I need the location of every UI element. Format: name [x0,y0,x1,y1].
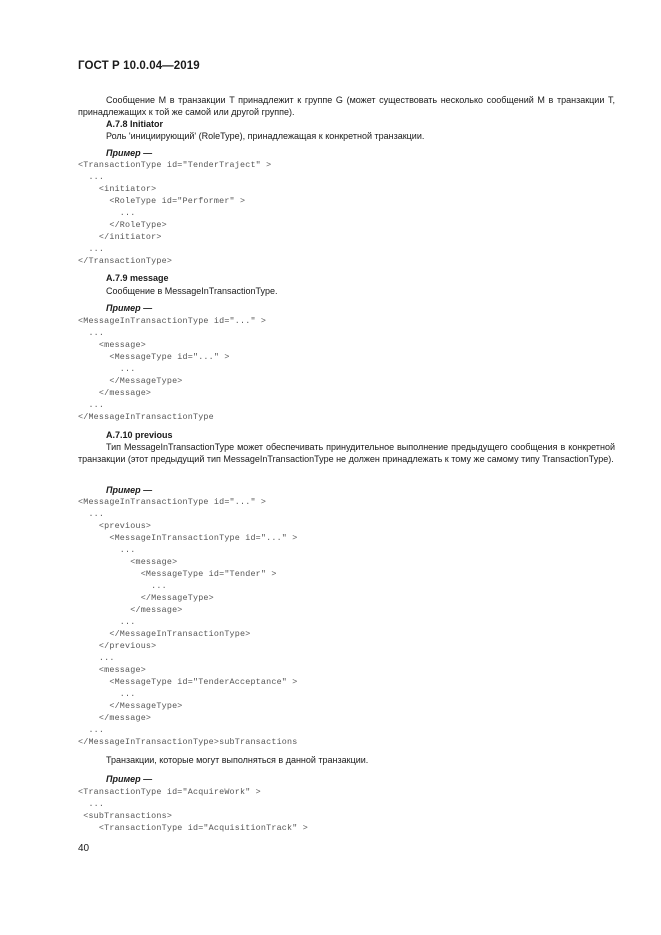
code-block-subtransactions [78,786,308,834]
code-block-previous [78,496,297,748]
code-line: ... [78,581,167,591]
example-label-subtransactions: Пример — [106,774,153,784]
code-line: ... [78,545,136,555]
code-line: <initiator> [78,184,157,194]
code-line: <TransactionType id="TenderTraject" > [78,160,272,170]
page-number: 40 [78,843,90,854]
code-line: ... [78,364,136,374]
example-label-initiator: Пример — [106,148,153,158]
code-line: ... [78,328,105,338]
code-line: <RoleType id="Performer" > [78,196,246,206]
code-line: </MessageInTransactionType [78,412,214,422]
code-line: </previous> [78,641,157,651]
section-text-subtransactions: Транзакции, которые могут выполняться в данной транзакции. [106,755,369,765]
code-line: ... [78,172,105,182]
code-line: <subTransactions> [78,811,173,821]
code-line: </MessageInTransactionType>subTransactions [78,737,298,747]
code-line: </initiator> [78,232,162,242]
code-line: <MessageInTransactionType id="..." > [78,533,298,543]
code-line: </message> [78,713,152,723]
section-paragraph-previous: Тип MessageInTransactionType может обеспечивать принудительное выполнение предыдущего сообщения в конкретной транзакции (этот предыдущий тип MessageInTransactionType не должен принадлежать к тому же самому типу TransactionType). [78,442,615,464]
code-line: ... [78,509,105,519]
code-line: </MessageType> [78,701,183,711]
code-line: </message> [78,605,183,615]
code-line: </RoleType> [78,220,167,230]
example-label-message: Пример — [106,303,153,313]
code-line: ... [78,725,105,735]
code-line: <MessageType id="TenderAcceptance" > [78,677,298,687]
code-block-message [78,315,266,423]
code-line: <previous> [78,521,152,531]
section-text-message: Сообщение в MessageInTransactionType. [106,286,278,296]
code-line: </TransactionType> [78,256,173,266]
code-line: <MessageInTransactionType id="..." > [78,497,267,507]
code-line: <message> [78,340,146,350]
code-block-initiator [78,159,271,267]
section-heading-initiator: A.7.8 Initiator [106,119,164,129]
code-line: </MessageInTransactionType> [78,629,251,639]
code-line: ... [78,244,105,254]
code-line: ... [78,799,105,809]
code-line: ... [78,689,136,699]
code-line: <MessageType id="..." > [78,352,230,362]
code-line: <TransactionType id="AcquisitionTrack" > [78,823,308,833]
code-line: <MessageInTransactionType id="..." > [78,316,267,326]
code-line: </MessageType> [78,376,183,386]
section-heading-previous: A.7.10 previous [106,430,173,440]
code-line: ... [78,400,105,410]
code-line: ... [78,617,136,627]
code-line: <TransactionType id="AcquireWork" > [78,787,261,797]
code-line: <MessageType id="Tender" > [78,569,277,579]
code-line: ... [78,653,115,663]
section-text-initiator: Роль 'инициирующий' (RoleType), принадлежащая к конкретной транзакции. [106,131,425,141]
code-line: <message> [78,665,146,675]
intro-paragraph: Сообщение M в транзакции T принадлежит к группе G (может существовать несколько сообщений M в транзакции T, принадлежащих к той же самой или другой группе). [78,95,615,117]
code-line: </MessageType> [78,593,214,603]
code-line: </message> [78,388,152,398]
example-label-previous: Пример — [106,485,153,495]
document-header: ГОСТ Р 10.0.04—2019 [78,60,200,72]
section-heading-message: A.7.9 message [106,273,169,283]
code-line: ... [78,208,136,218]
code-line: <message> [78,557,178,567]
